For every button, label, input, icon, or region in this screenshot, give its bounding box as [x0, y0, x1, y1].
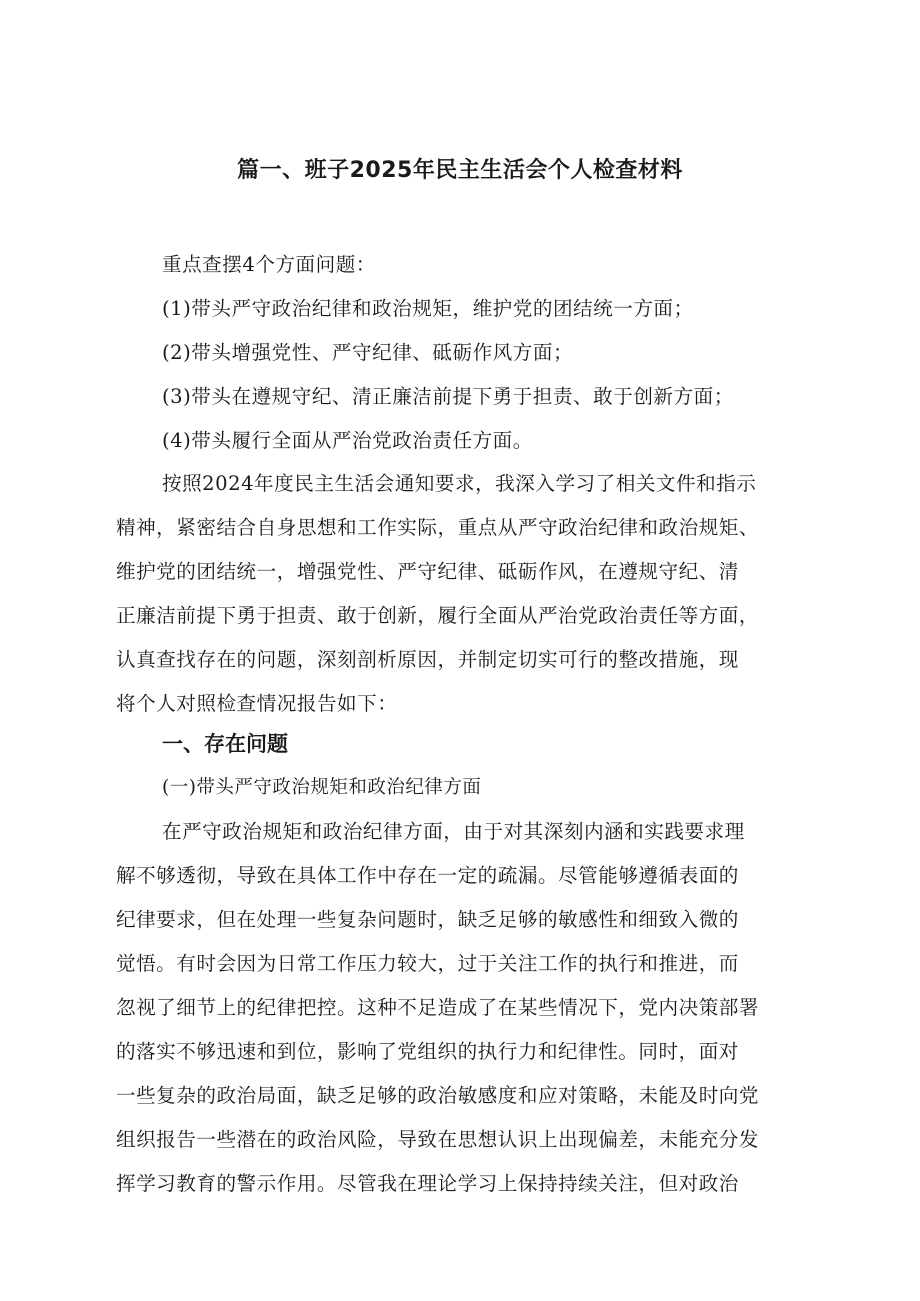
- point-1: (1)带头严守政治纪律和政治规矩，维护党的团结统一方面；: [162, 297, 694, 320]
- paragraph-1-line: 按照2024年度民主生活会通知要求，我深入学习了相关文件和指示: [162, 472, 757, 495]
- paragraph-2-line: 在严守政治规矩和政治纪律方面，由于对其深刻内涵和实践要求理: [162, 820, 745, 843]
- paragraph-2-line: 忽视了细节上的纪律把控。这种不足造成了在某些情况下，党内决策部署: [116, 996, 759, 1019]
- paragraph-2-line: 挥学习教育的警示作用。尽管我在理论学习上保持持续关注，但对政治: [116, 1172, 739, 1195]
- paragraph-1-line: 认真查找存在的问题，深刻剖析原因，并制定切实可行的整改措施，现: [116, 648, 739, 671]
- paragraph-1-line: 将个人对照检查情况报告如下：: [116, 692, 398, 715]
- subsection-heading: (一)带头严守政治规矩和政治纪律方面: [162, 777, 482, 798]
- document-title: 篇一、班子2025年民主生活会个人检查材料: [237, 158, 683, 183]
- paragraph-1-line: 精神，紧密结合自身思想和工作实际，重点从严守政治纪律和政治规矩、: [116, 516, 759, 539]
- paragraph-1-line: 正廉洁前提下勇于担责、敢于创新，履行全面从严治党政治责任等方面，: [116, 604, 759, 627]
- paragraph-2-line: 的落实不够迅速和到位，影响了党组织的执行力和纪律性。同时，面对: [116, 1040, 739, 1063]
- paragraph-2-line: 一些复杂的政治局面，缺乏足够的政治敏感度和应对策略，未能及时向党: [116, 1084, 759, 1107]
- paragraph-2-line: 觉悟。有时会因为日常工作压力较大，过于关注工作的执行和推进，而: [116, 952, 739, 975]
- point-2: (2)带头增强党性、严守纪律、砥砺作风方面；: [162, 341, 574, 364]
- paragraph-2-line: 解不够透彻，导致在具体工作中存在一定的疏漏。尽管能够遵循表面的: [116, 864, 739, 887]
- section-heading: 一、存在问题: [162, 732, 288, 756]
- paragraph-2-line: 组织报告一些潜在的政治风险，导致在思想认识上出现偏差，未能充分发: [116, 1128, 759, 1151]
- point-3: (3)带头在遵规守纪、清正廉洁前提下勇于担责、敢于创新方面；: [162, 385, 734, 408]
- intro-line: 重点查摆4个方面问题：: [162, 253, 376, 276]
- paragraph-2-line: 纪律要求，但在处理一些复杂问题时，缺乏足够的敏感性和细致入微的: [116, 908, 739, 931]
- paragraph-1-line: 维护党的团结统一，增强党性、严守纪律、砥砺作风，在遵规守纪、清: [116, 560, 739, 583]
- point-4: (4)带头履行全面从严治党政治责任方面。: [162, 429, 533, 452]
